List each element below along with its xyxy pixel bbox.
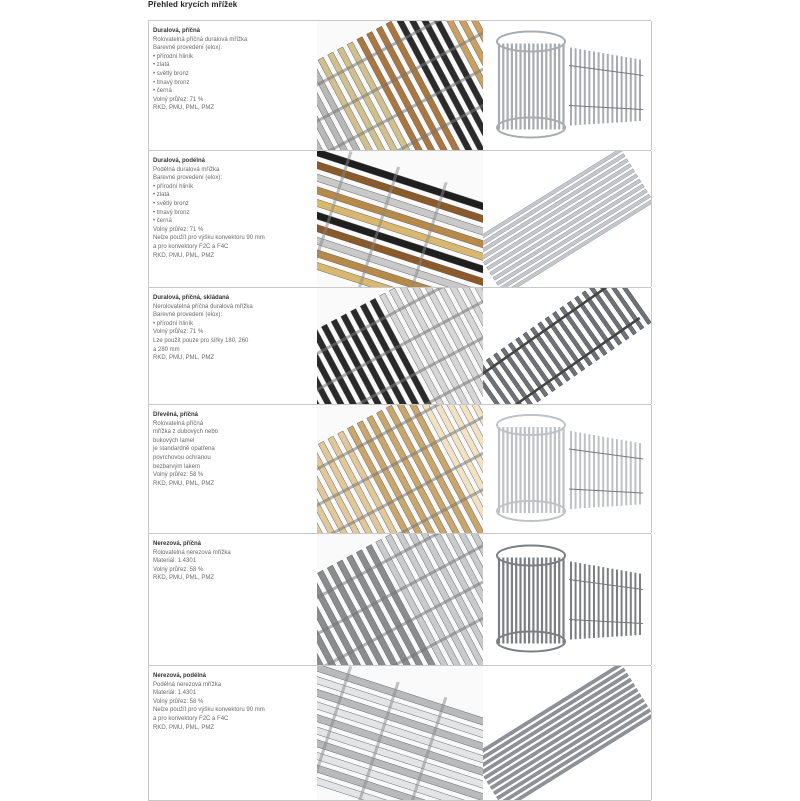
description-line: • černá <box>153 218 172 225</box>
description-line: bezbarvým lakem <box>153 463 201 470</box>
table-row <box>149 405 651 534</box>
description-line: bukových lamel <box>153 437 195 444</box>
description-line: RKD, PMU, PML, PMZ <box>153 480 215 487</box>
multicolor-aluminium-longitudinal-grille-photo <box>317 151 483 287</box>
description-line: • tmavý bronz <box>153 79 190 86</box>
grille-closeup-cell <box>317 666 484 800</box>
grille-type-heading: Duralová, příčná <box>153 28 201 34</box>
description-line: Materiál: 1.4301 <box>153 558 197 565</box>
grille-type-heading: Nerezová, příčná <box>153 541 202 547</box>
flat-aluminium-longitudinal-grille-photo <box>483 151 651 287</box>
page-title: Přehled krycích mřížek <box>148 0 238 9</box>
description-line: Volný průřez: 71 % <box>153 329 204 336</box>
grille-closeup-cell <box>317 405 484 533</box>
description-line: Nerolovatelná příčná duralová mřížka <box>153 303 253 310</box>
description-line: Volný průřez: 58 % <box>153 472 204 479</box>
multicolor-aluminium-cross-grille-photo <box>317 21 483 150</box>
description-line: • přírodní hliník <box>153 53 194 60</box>
description-line: Volný průřez: 71 % <box>153 96 204 103</box>
description-line: RKD, PMU, PML, PMZ <box>153 252 215 259</box>
flat-aluminium-cross-grille-photo <box>483 288 651 404</box>
description-line: Podélná duralová mřížka <box>153 166 220 173</box>
description-line: Barevné provedení (elox): <box>153 175 223 182</box>
description-line: Barevné provedení (elox): <box>153 45 223 52</box>
description-line: je standardně opatřena <box>153 446 215 453</box>
description-line: Volný průřez: 58 % <box>153 698 204 705</box>
description-line: Volný průřez: 58 % <box>153 566 204 573</box>
description-line: a pro konvektory F2C a F4C <box>153 715 229 722</box>
description-line: • přírodní hliník <box>153 183 194 190</box>
stainless-steel-cross-grille-photo <box>317 534 483 665</box>
grille-closeup-cell <box>317 288 484 404</box>
description-line: • tmavý bronz <box>153 209 190 216</box>
description-line: RKD, PMU, PML, PMZ <box>153 105 215 112</box>
rolled-wooden-grille-photo <box>483 405 651 533</box>
table-row <box>149 288 651 405</box>
description-line: • světlý bronz <box>153 70 189 77</box>
grille-overview-cell <box>483 666 652 800</box>
description-line: • světlý bronz <box>153 200 189 207</box>
description-cell <box>149 666 318 800</box>
description-line: Nelze použít pro výšku konvektoru 90 mm <box>153 235 265 242</box>
description-line: mřížka z dubových nebo <box>153 429 219 436</box>
table-row <box>149 151 651 288</box>
grille-overview-cell <box>483 405 652 533</box>
description-line: Materiál: 1.4301 <box>153 690 197 697</box>
description-line: • zlatá <box>153 62 170 69</box>
grille-closeup-cell <box>317 21 484 150</box>
description-line: a 280 mm <box>153 346 180 353</box>
description-line: Rolovatelná nerezová mřížka <box>153 549 231 556</box>
folded-aluminium-cross-grille-photo <box>317 288 483 404</box>
grille-overview-table <box>148 20 651 801</box>
grille-overview-cell <box>483 151 652 287</box>
rolled-stainless-grille-photo <box>483 534 651 665</box>
description-line: Nelze použít pro výšku konvektoru 90 mm <box>153 707 265 714</box>
description-line: RKD, PMU, PML, PMZ <box>153 355 215 362</box>
description-cell <box>149 288 318 404</box>
description-line: Podélná nerezová mřížka <box>153 681 222 688</box>
description-cell <box>149 405 318 533</box>
grille-type-heading: Duralová, příčná, skládaná <box>153 295 230 301</box>
table-row <box>149 534 651 666</box>
description-line: povrchovou ochranou <box>153 454 211 461</box>
description-line: Rolovatelná příčná duralová mřížka <box>153 36 248 43</box>
grille-overview-cell <box>483 21 652 150</box>
grille-overview-cell <box>483 534 652 665</box>
description-line: • zlatá <box>153 192 170 199</box>
description-cell <box>149 151 318 287</box>
description-line: a pro konvektory F2C a F4C <box>153 243 229 250</box>
rolled-aluminium-grille-photo <box>483 21 651 150</box>
grille-closeup-cell <box>317 534 484 665</box>
grille-type-heading: Nerezová, podélná <box>153 673 207 679</box>
description-line: RKD, PMU, PML, PMZ <box>153 724 215 731</box>
table-row <box>149 666 651 801</box>
description-cell <box>149 21 318 150</box>
grille-closeup-cell <box>317 151 484 287</box>
description-cell <box>149 534 318 665</box>
description-line: Lze použít pouze pro šířky 180, 260 <box>153 337 249 344</box>
flat-stainless-longitudinal-grille-photo <box>483 666 651 800</box>
description-line: Barevné provedení (elox): <box>153 312 223 319</box>
table-row <box>149 21 651 151</box>
wooden-cross-grille-photo <box>317 405 483 533</box>
description-line: Rolovatelná příčná <box>153 420 204 427</box>
grille-type-heading: Dřevěná, příčná <box>153 412 199 418</box>
description-line: Volný průřez: 71 % <box>153 226 204 233</box>
grille-overview-cell <box>483 288 652 404</box>
description-line: RKD, PMU, PML, PMZ <box>153 575 215 582</box>
grille-type-heading: Duralová, podélná <box>153 158 206 164</box>
description-line: • černá <box>153 88 172 95</box>
stainless-steel-longitudinal-grille-photo <box>317 666 483 800</box>
description-line: • přírodní hliník <box>153 320 194 327</box>
